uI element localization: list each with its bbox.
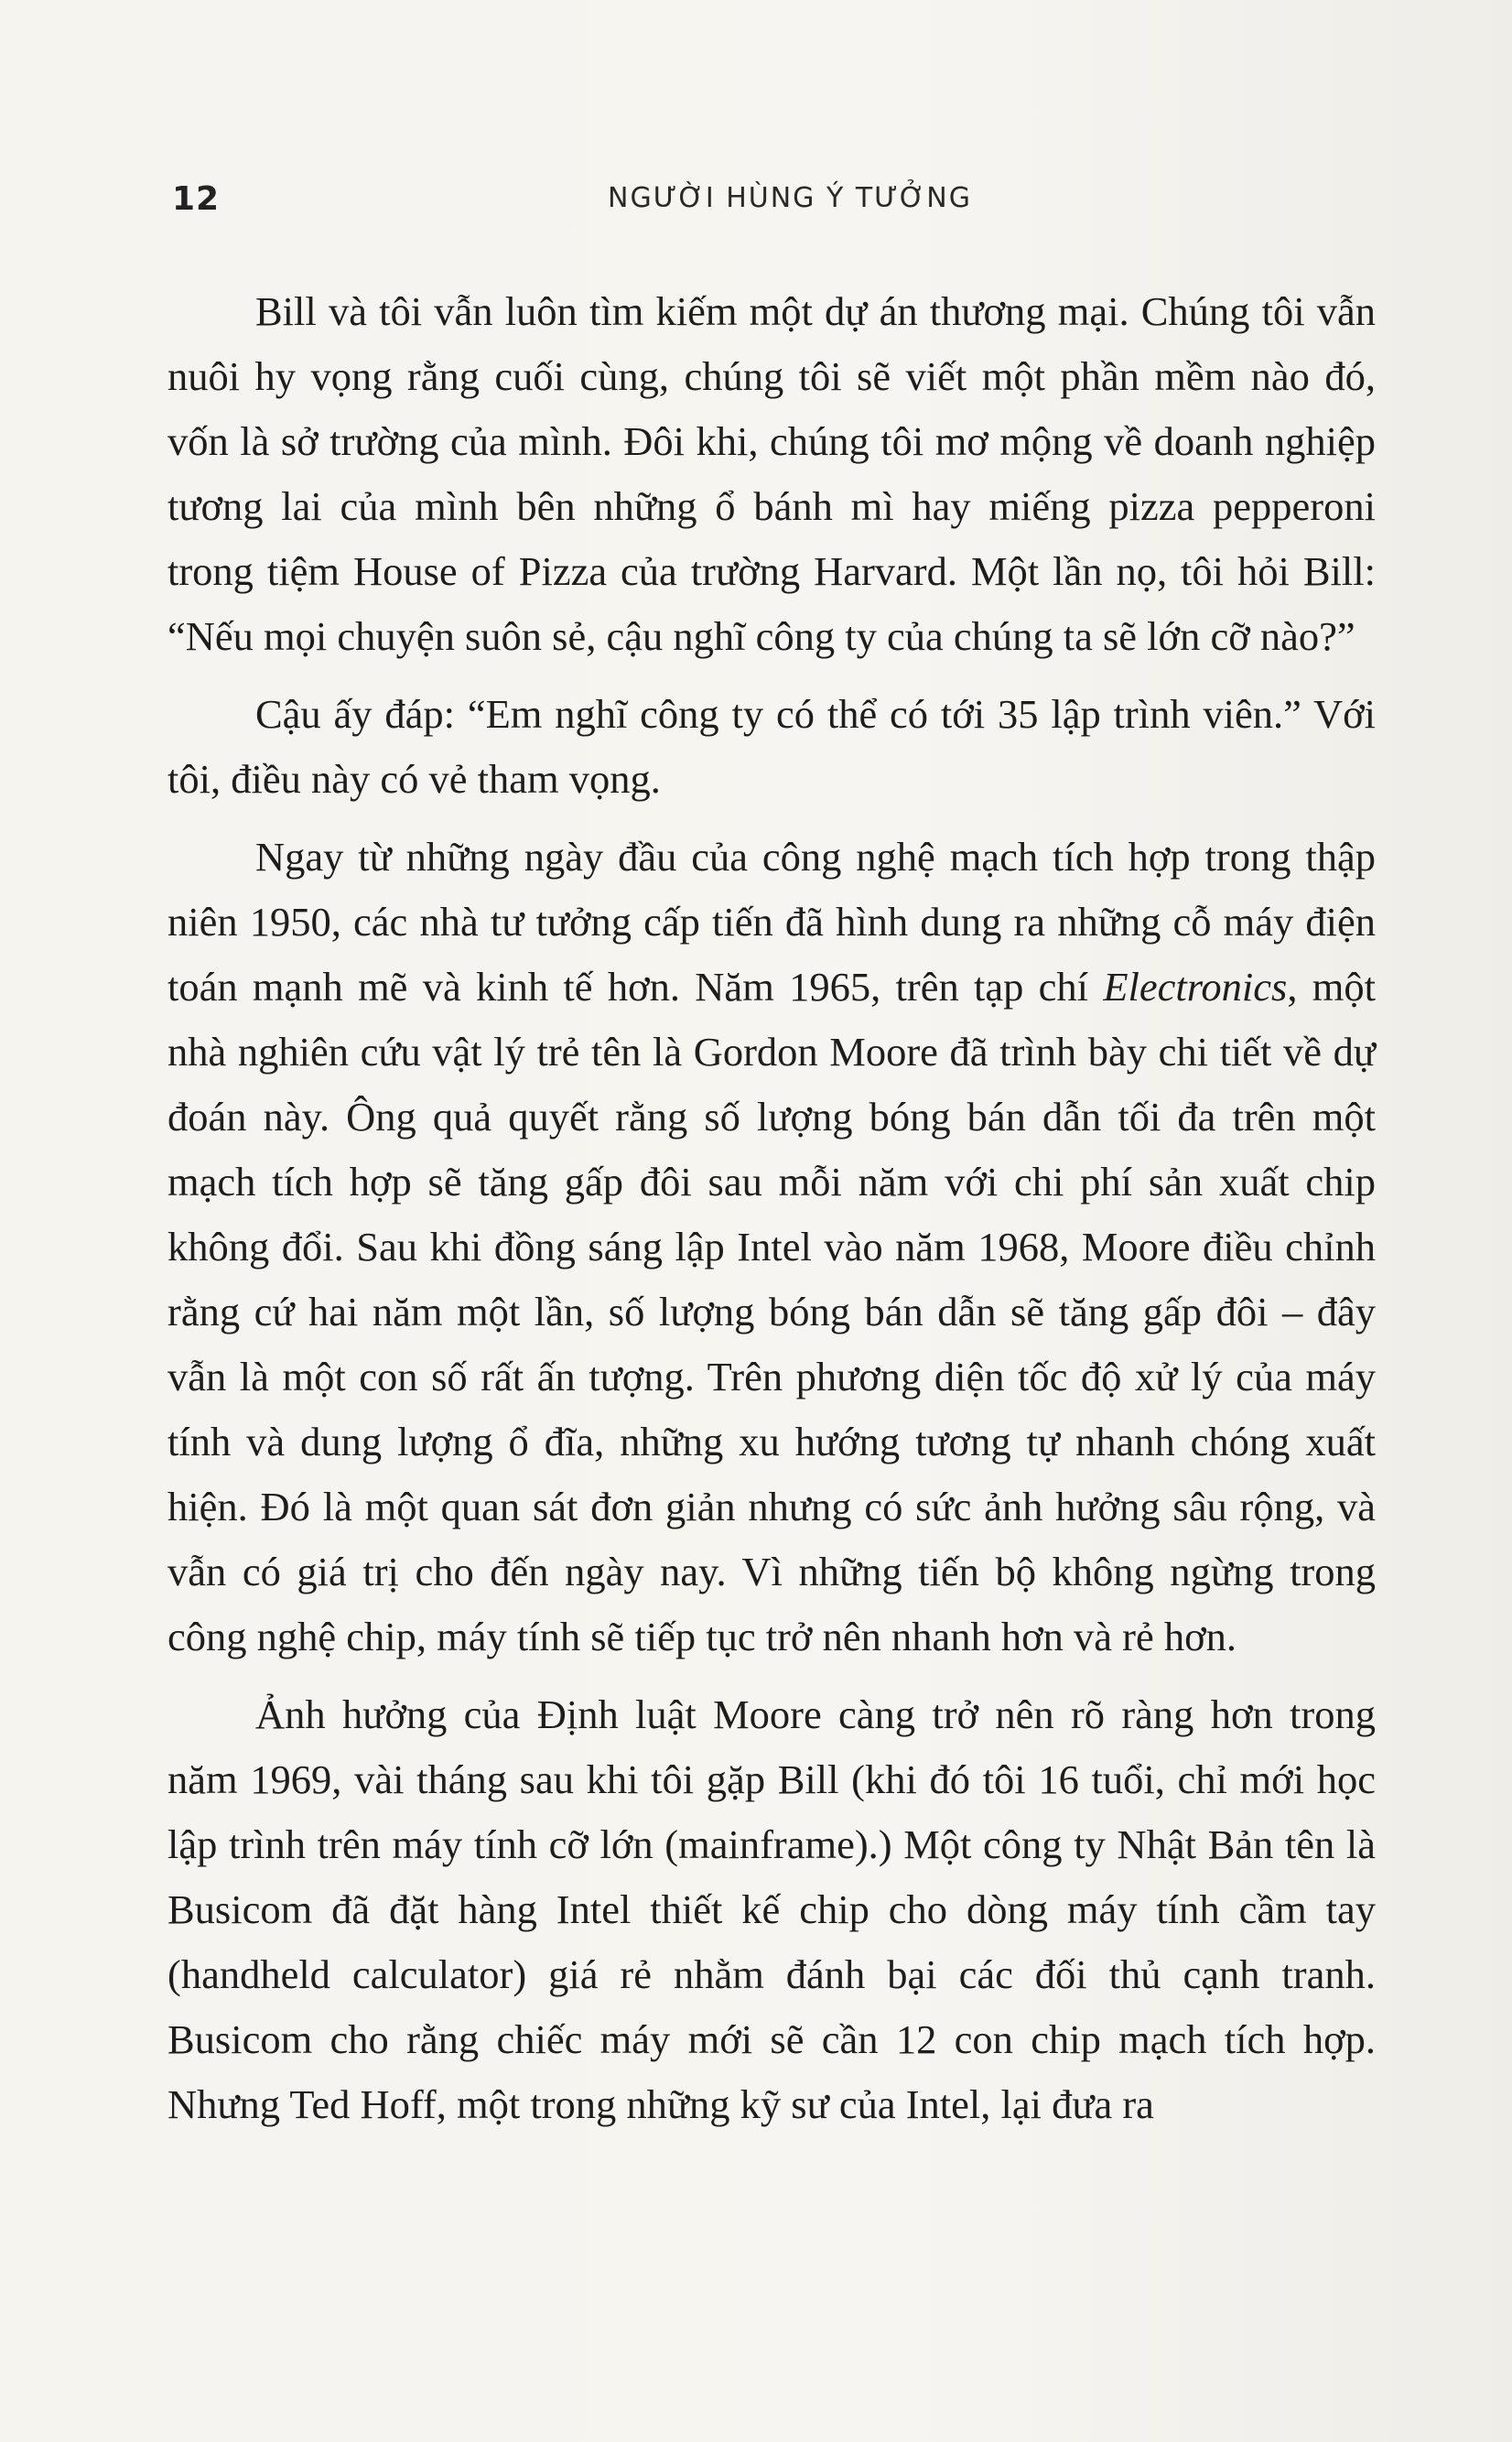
magazine-title: Electronics	[1103, 964, 1288, 1010]
body-text	[167, 279, 1376, 2150]
page-header	[172, 178, 1389, 233]
running-title: NGƯỜI HÙNG Ý TƯỞNG	[608, 182, 972, 214]
paragraph	[167, 825, 1376, 1669]
paragraph: Ảnh hưởng của Định luật Moore càng trở nên rõ ràng hơn trong năm 1969, vài tháng sau khi tôi gặp Bill (khi đó tôi 16 tuổi, chỉ mới học lập trình trên máy tính cỡ lớn (mainframe).) Một công ty Nhật Bản tên là Busicom đã đặt hàng Intel thiết kế chip cho dòng máy tính cầm tay (handheld calculator) giá rẻ nhằm đánh bại các đối thủ cạnh tranh. Busicom cho rằng chiếc máy mới sẽ cần 12 con chip mạch tích hợp. Nhưng Ted Hoff, một trong những kỹ sư của Intel, lại đưa ra	[167, 1691, 1376, 2127]
page-number: 12	[172, 180, 221, 218]
paragraph: Cậu ấy đáp: “Em nghĩ công ty có thể có tới 35 lập trình viên.” Với tôi, điều này có vẻ tham vọng.	[167, 691, 1376, 802]
paragraph-text: Ngay từ những ngày đầu của công nghệ mạch tích hợp trong thập niên 1950, các nhà tư tưởng cấp tiến đã hình dung ra những cỗ máy điện toán mạnh mẽ và kinh tế hơn. Năm 1965, trên tạp chí	[167, 834, 1376, 1010]
paragraph: Bill và tôi vẫn luôn tìm kiếm một dự án thương mại. Chúng tôi vẫn nuôi hy vọng rằng cuối cùng, chúng tôi sẽ viết một phần mềm nào đó, vốn là sở trường của mình. Đôi khi, chúng tôi mơ mộng về doanh nghiệp tương lai của mình bên những ổ bánh mì hay miếng pizza pepperoni trong tiệm House of Pizza của trường Harvard. Một lần nọ, tôi hỏi Bill: “Nếu mọi chuyện suôn sẻ, cậu nghĩ công ty của chúng ta sẽ lớn cỡ nào?”	[167, 288, 1376, 659]
paragraph-text: , một nhà nghiên cứu vật lý trẻ tên là Gordon Moore đã trình bày chi tiết về dự đoán này. Ông quả quyết rằng số lượng bóng bán dẫn tối đa trên một mạch tích hợp sẽ tăng gấp đôi sau mỗi năm với chi phí sản xuất chip không đổi. Sau khi đồng sáng lập Intel vào năm 1968, Moore điều chỉnh rằng cứ hai năm một lần, số lượng bóng bán dẫn sẽ tăng gấp đôi – đây vẫn là một con số rất ấn tượng. Trên phương diện tốc độ xử lý của máy tính và dung lượng ổ đĩa, những xu hướng tương tự nhanh chóng xuất hiện. Đó là một quan sát đơn giản nhưng có sức ảnh hưởng sâu rộng, và vẫn có giá trị cho đến ngày nay. Vì những tiến bộ không ngừng trong công nghệ chip, máy tính sẽ tiếp tục trở nên nhanh hơn và rẻ hơn.	[167, 964, 1376, 1659]
